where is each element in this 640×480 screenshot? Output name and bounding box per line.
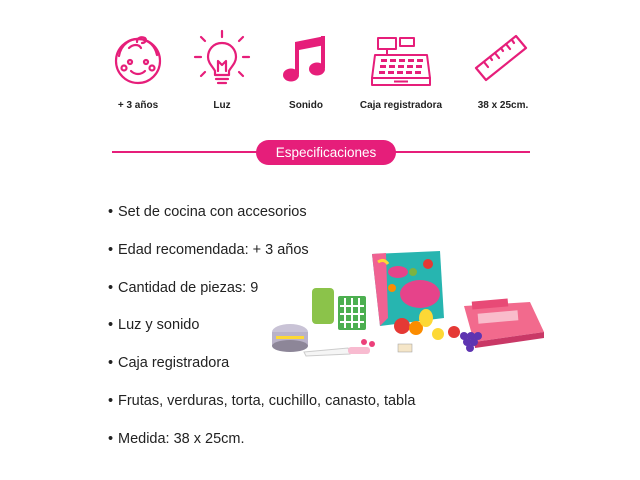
music-note-icon (275, 28, 337, 90)
feature-age-label: + 3 años (117, 100, 159, 111)
spec-text: Caja registradora (118, 355, 230, 372)
spec-text: Medida: 38 x 25cm. (118, 430, 245, 447)
feature-light-label: Luz (213, 100, 231, 111)
bullet: • (108, 204, 114, 220)
list-item (108, 393, 415, 431)
feature-icons-row (0, 28, 640, 118)
toy-basket (338, 296, 366, 330)
bullet: • (108, 392, 114, 409)
feature-register-label: Caja registradora (359, 100, 443, 111)
spec-text: Set de cocina con accesorios (118, 204, 307, 220)
product-image (268, 248, 554, 364)
cash-register-icon (370, 28, 432, 90)
bullet: • (108, 430, 114, 447)
toy-cutting-board (372, 251, 444, 326)
toy-knife (304, 347, 370, 356)
bullet: • (108, 241, 114, 258)
child-face-icon (107, 28, 169, 90)
toy-green-board (312, 288, 334, 324)
section-title: Especificaciones (256, 140, 396, 165)
spec-text: Cantidad de piezas: 9 (118, 279, 259, 296)
bullet: • (108, 317, 114, 334)
list-item (108, 431, 415, 469)
feature-size-label: 38 x 25cm. (477, 100, 529, 111)
spec-text: Edad recomendada: + 3 años (118, 241, 309, 258)
ruler-icon (472, 28, 534, 90)
bullet: • (108, 355, 114, 372)
feature-size (443, 28, 563, 111)
feature-sound-label: Sonido (289, 100, 323, 111)
divider-right (394, 151, 530, 153)
divider-left (112, 151, 258, 153)
spec-text: Frutas, verduras, torta, cuchillo, canasto, tabla (118, 392, 416, 409)
toy-cake (272, 324, 308, 352)
bullet: • (108, 279, 114, 296)
list-item (108, 204, 415, 242)
light-bulb-icon (191, 28, 253, 90)
spec-text: Luz y sonido (118, 317, 200, 334)
